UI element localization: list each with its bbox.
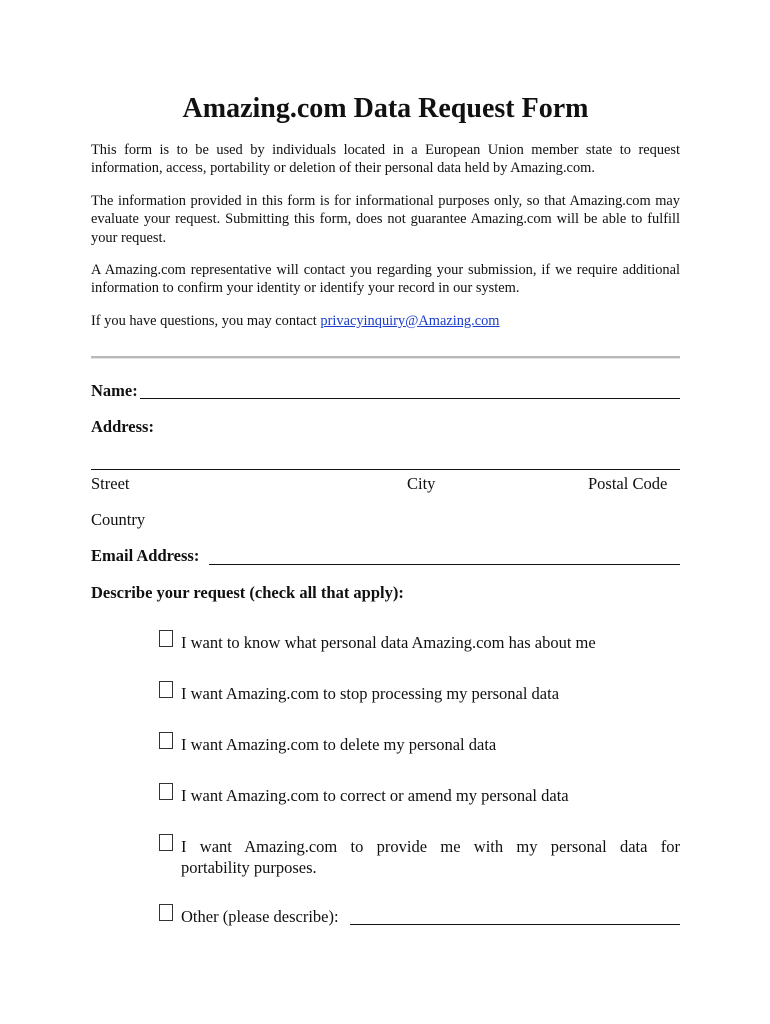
other-description-field[interactable]: [350, 924, 680, 925]
email-field[interactable]: [209, 564, 680, 565]
option-6-checkbox[interactable]: [159, 904, 173, 921]
intro-paragraph-4: [91, 312, 680, 330]
option-6-label: Other (please describe):: [181, 907, 339, 926]
address-field[interactable]: [91, 469, 680, 470]
intro-paragraph-3: A Amazing.com representative will contact you regarding your submission, if we require additional information to confirm your identity or identify your record in our system.: [91, 262, 680, 297]
email-label: Email Address:: [91, 546, 200, 565]
option-1-label: I want to know what personal data Amazing.com has about me: [181, 633, 596, 652]
option-5-label-continued: portability purposes.: [181, 858, 317, 877]
intro-paragraph-2: The information provided in this form is for informational purposes only, so that Amazing.com may evaluate your request. Submitting this form, does not guarantee Amazing.com will be able to fulfill your request.: [91, 192, 680, 246]
contact-prefix: If you have questions, you may contact: [91, 312, 321, 329]
country-row: [91, 510, 680, 530]
option-3-label: I want Amazing.com to delete my personal data: [181, 735, 497, 754]
option-5-label: I want Amazing.com to provide me with my personal data for: [181, 837, 680, 856]
option-2-label: I want Amazing.com to stop processing my personal data: [181, 684, 560, 703]
option-2-checkbox[interactable]: [159, 681, 173, 698]
request-heading-row: [91, 583, 680, 603]
address-label: Address:: [91, 417, 154, 436]
request-option-5: [159, 836, 680, 880]
city-label: City: [407, 474, 436, 493]
option-4-checkbox[interactable]: [159, 783, 173, 800]
name-field[interactable]: [140, 398, 680, 399]
street-label: Street: [91, 474, 130, 493]
name-label: Name:: [91, 381, 138, 400]
section-divider: [91, 356, 680, 359]
postal-code-label: Postal Code: [588, 474, 668, 493]
option-5-checkbox[interactable]: [159, 834, 173, 851]
country-label: Country: [91, 510, 146, 529]
option-3-checkbox[interactable]: [159, 732, 173, 749]
address-row: [91, 417, 680, 437]
request-heading: Describe your request (check all that apply):: [91, 583, 404, 602]
option-1-checkbox[interactable]: [159, 630, 173, 647]
intro-paragraph-1: This form is to be used by individuals located in a European Union member state to request information, access, portability or deletion of their personal data held by Amazing.com.: [91, 142, 680, 177]
page-title: Amazing.com Data Request Form: [182, 93, 589, 124]
email-row: [91, 546, 680, 566]
option-4-label: I want Amazing.com to correct or amend my personal data: [181, 786, 569, 805]
contact-email-link[interactable]: privacyinquiry@Amazing.com: [320, 312, 500, 329]
intro-section: [91, 141, 680, 344]
